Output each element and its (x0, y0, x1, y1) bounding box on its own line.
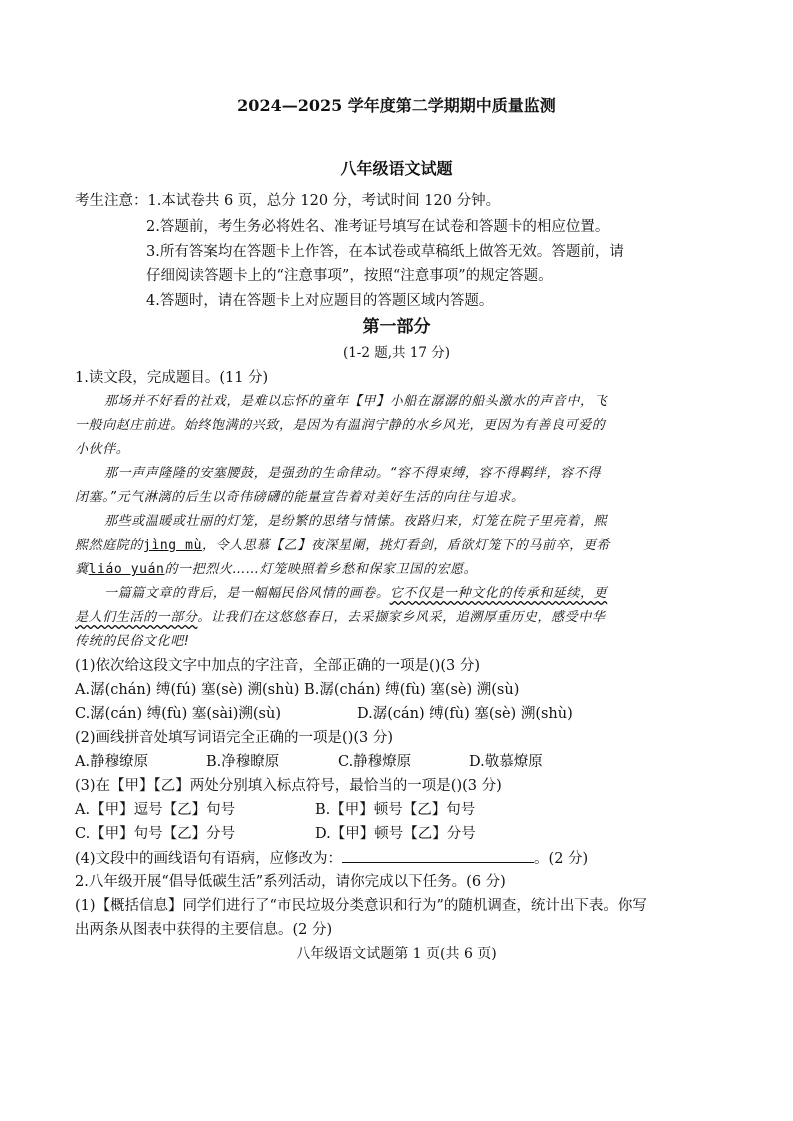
notice-item-1: 1.本试卷共 6 页，总分 120 分，考试时间 120 分钟。 (147, 193, 501, 209)
notice-label-line (75, 191, 500, 211)
q1-sub3-option-c: C.【甲】句号【乙】分号 (75, 826, 236, 842)
exam-title: 2024—2025 学年度第二学期期中质量监测 (237, 96, 556, 115)
q1-sub4: (4)文段中的画线语句有语病，应修改为： 。(2 分) (75, 848, 588, 869)
faulty-sentence-part1: 它不仅是一种文化的传承和延续，更 (389, 586, 608, 601)
passage-p4-line2: 是人们生活的一部分。让我们在这悠悠春日，去采撷家乡风采，追溯厚重历史，感受中华 (75, 610, 606, 625)
q2-task1-line1: (1)【概括信息】同学们进行了“市民垃圾分类意识和行为”的随机调查，统计出下表。你写 (75, 898, 647, 914)
pinyin-blank-1: jìng mù (143, 538, 203, 553)
passage-p2-line1: 那一声声隆隆的安塞腰鼓，是强劲的生命律动。“容不得束缚，容不得羁绊，容不得 (104, 466, 601, 481)
answer-blank (342, 848, 534, 863)
passage-p4-line1: 一篇篇文章的背后，是一幅幅民俗风情的画卷。它不仅是一种文化的传承和延续，更 (104, 586, 608, 601)
q2-task1-line2: 出两条从图表中获得的主要信息。(2 分) (75, 922, 333, 938)
passage-p3-line3: 冀liáo yuán的一把烈火……灯笼映照着乡愁和保家卫国的宏愿。 (75, 562, 478, 577)
part1-heading: 第一部分 (362, 317, 431, 337)
q1-sub1-option-c: C.潺(cán) 缚(fù) 塞(sài)溯(sù) (75, 706, 281, 722)
q1-sub1-options-ab: A.潺(chán) 缚(fú) 塞(sè) 溯(shù) B.潺(chán) 缚(fù) 塞(sè) 溯(sù) (75, 682, 520, 698)
q1-sub3-stem: (3)在【甲】【乙】两处分别填入标点符号，最恰当的一项是()(3 分) (75, 778, 502, 794)
notice-item-3a: 3.所有答案均在答题卡上作答，在本试卷或草稿纸上做答无效。答题前，请 (146, 244, 624, 260)
q1-sub2-stem: (2)画线拼音处填写词语完全正确的一项是()(3 分) (75, 730, 394, 746)
exam-subtitle: 八年级语文试题 (340, 159, 453, 178)
q1-sub3-option-a: A.【甲】逗号【乙】句号 (75, 802, 236, 818)
faulty-sentence-part2: 是人们生活的一部分 (75, 610, 198, 625)
passage-p3-line2: 熙然庭院的jìng mù，令人思慕【乙】夜深星阑，挑灯看剑，盾欲灯笼下的马前卒，更希 (75, 538, 611, 553)
passage-p2-line2: 闭塞。”元气淋漓的后生以奇伟磅礴的能量宣告着对美好生活的向往与追求。 (75, 490, 525, 505)
q1-sub3-option-b: B.【甲】顿号【乙】句号 (315, 802, 476, 818)
part1-range: (1-2 题,共 17 分) (342, 345, 451, 361)
page-footer: 八年级语文试题第 1 页(共 6 页) (296, 946, 497, 962)
q1-sub2-option-b: B.净穆瞭原 (206, 754, 280, 770)
q1-sub1-option-d: D.潺(cán) 缚(fù) 塞(sè) 溯(shù) (357, 706, 573, 722)
passage-p4-line3: 传统的民俗文化吧! (75, 634, 190, 649)
notice-item-4: 4.答题时，请在答题卡上对应题目的答题区域内答题。 (146, 293, 494, 309)
q2-stem: 2.八年级开展“倡导低碳生活”系列活动，请你完成以下任务。(6 分) (75, 874, 506, 890)
q1-sub2-option-a: A.静穆缭原 (75, 754, 149, 770)
notice-label: 考生注意： (75, 193, 148, 209)
q1-sub2-option-c: C.静穆燎原 (338, 754, 412, 770)
pinyin-blank-2: liáo yuán (88, 562, 165, 577)
q1-sub1-stem: (1)依次给这段文字中加点的字注音，全部正确的一项是()(3 分) (75, 658, 480, 674)
passage-p1-line1: 那场并不好看的社戏，是难以忘怀的童年【甲】小船在潺潺的船头激水的声音中，飞 (104, 394, 608, 409)
q1-sub3-option-d: D.【甲】顿号【乙】分号 (315, 826, 476, 842)
q1-sub2-option-d: D.敬慕燎原 (469, 754, 543, 770)
passage-p3-line1: 那些或温暖或壮丽的灯笼，是纷繁的思绪与情愫。夜路归来，灯笼在院子里亮着，熙 (104, 514, 608, 529)
notice-item-3b: 仔细阅读答题卡上的“注意事项”，按照“注意事项”的规定答题。 (146, 268, 553, 284)
passage-p1-line2: 一般向赵庄前进。始终饱满的兴致，是因为有温润宁静的水乡风光，更因为有善良可爱的 (75, 418, 606, 433)
q1-stem: 1.读文段，完成题目。(11 分) (75, 370, 269, 386)
passage-p1-line3: 小伙伴。 (75, 442, 130, 457)
notice-item-2: 2.答题前，考生务必将姓名、准考证号填写在试卷和答题卡的相应位置。 (146, 219, 610, 235)
